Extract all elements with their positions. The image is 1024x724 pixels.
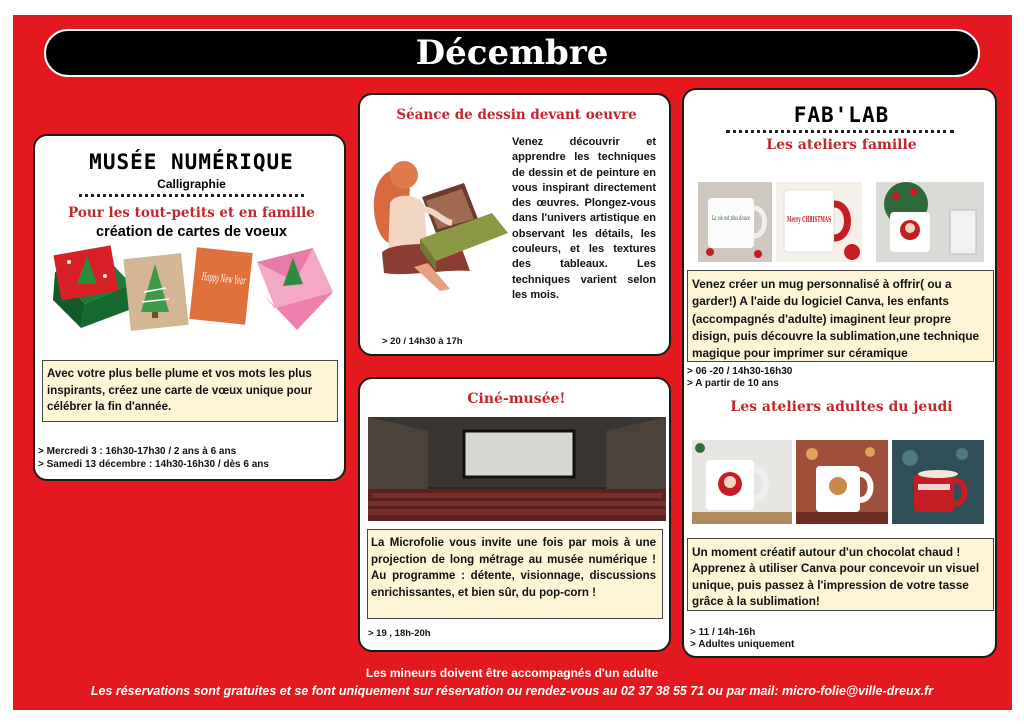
cine-description-box [367,529,663,619]
musee-description-box [42,360,338,422]
adultes-heading: Les ateliers adultes du jeudi [730,399,953,415]
card-seance-dessin [358,93,671,356]
musee-subheading: Calligraphie [157,177,226,191]
famille-description-box [687,270,994,362]
famille-date-1: > 06 -20 / 14h30-16h30 [687,366,793,377]
green-envelope-card [53,245,131,328]
adultes-description: Un moment créatif autour d'un chocolat chaud ! Apprenez à utiliser Canva pour concevoir un visuel unique, puis passez à l'impression de votre tasse grâce à la sublimation! [692,545,980,609]
card-musee-numerique [33,134,346,481]
musee-heading: MUSÉE NUMÉRIQUE [89,150,294,174]
musee-date-2: > Samedi 13 décembre : 14h30-16h30 / dès 6 ans [38,459,269,470]
dessin-date: > 20 / 14h30 à 17h [382,336,463,347]
fablab-heading: FAB'LAB [793,103,890,127]
musee-activity: création de cartes de voeux [96,224,287,240]
musee-date-1: > Mercredi 3 : 16h30-17h30 / 2 ans à 6 ans [38,446,237,457]
musee-description: Avec votre plus belle plume et vos mots les plus inspirants, créez une carte de vœux unique pour célébrer la fin d'année. [47,368,313,413]
mug-1-text: La vie est plus douce [711,214,751,222]
happy-new-year-card [189,247,252,324]
greeting-cards-illustration [51,242,336,332]
page-title-bar [44,29,980,77]
mug-photo-5 [796,440,888,524]
adultes-description-box [687,538,994,611]
mug-photo-1 [698,182,772,262]
musee-audience: Pour les tout-petits et en famille [68,205,315,221]
cine-heading: Ciné-musée! [467,391,566,407]
woman-drawing-illustration [366,149,510,299]
mug-photo-4 [692,440,792,524]
card-fablab [682,88,997,658]
cine-description: La Microfolie vous invite une fois par mois à une projection de long métrage au musée numérique ! Au programme : détente, visionnage, discussions enrichissantes, et bien sûr, du pop-corn ! [371,537,656,599]
cine-date: > 19 , 18h-20h [368,628,431,639]
adultes-date-1: > 11 / 14h-16h [690,627,756,638]
dotted-divider [726,130,954,133]
page-title: Décembre [415,33,609,73]
mug-photo-3 [876,182,984,262]
footer-reservation-info: Les réservations sont gratuites et se font uniquement sur réservation ou rendez-vous au 02 37 38 55 71 ou par mail: micro-folie@ville-dreux.fr [90,684,934,698]
dessin-heading: Séance de dessin devant oeuvre [396,107,637,123]
mug-photo-6 [892,440,984,524]
famille-description: Venez créer un mug personnalisé à offrir( ou a garder!) A l'aide du logiciel Canva, les enfants (accompagnés d'adulte) imaginent leur propre disign, puis découvre la sublimation,une technique magique pour imprimer sur céramique [692,277,980,361]
kraft-tree-card [123,253,188,331]
famille-date-2: > A partir de 10 ans [687,378,779,389]
pink-envelope-card [257,248,333,330]
mug-photo-2 [776,182,862,262]
adultes-date-2: > Adultes uniquement [690,639,795,650]
mug-2-text: Merry CHRISTMAS [787,214,832,224]
dessin-description: Venez découvrir et apprendre les techniques de dessin et de peinture en vous inspirant directement des œuvres. Plongez-vous dans l'univers artistique en observant les détails, les couleurs, et les textures des tableaux. Les techniques varient selon les mois. [512,136,656,301]
famille-heading: Les ateliers famille [766,137,917,153]
card-cine-musee [358,377,671,652]
cinema-photo [368,417,666,521]
footer-notice: Les mineurs doivent être accompagnés d'un adulte [365,666,659,680]
dotted-divider [79,194,304,197]
